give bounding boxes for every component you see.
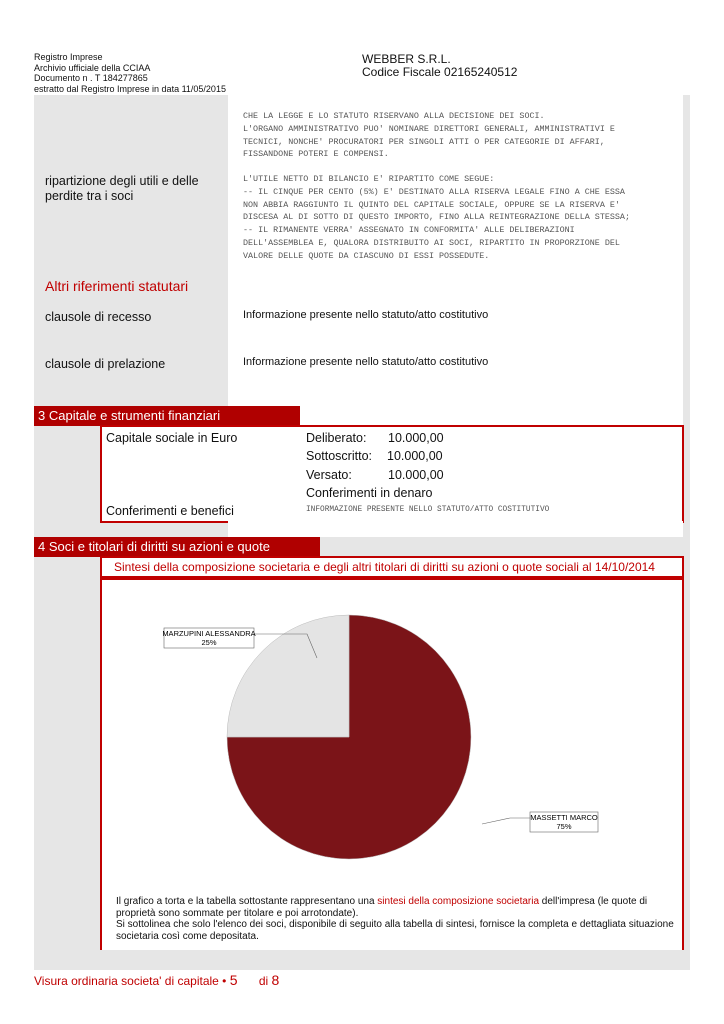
recesso-value: Informazione presente nello statuto/atto costitutivo	[243, 309, 489, 321]
capitale-label: Capitale sociale in Euro	[106, 431, 238, 445]
note-highlight: sintesi della composizione societaria	[377, 896, 540, 907]
sottoscritto-value: 10.000,00	[387, 449, 443, 463]
page-footer	[34, 972, 279, 988]
note-text: dell'impresa (le quote di proprietà sono sommate per titolare e poi arrotondate).	[116, 896, 648, 919]
deliberato-label: Deliberato:	[306, 431, 367, 445]
pie-chart	[102, 580, 682, 890]
chart-note	[116, 896, 676, 942]
note-text: Si sottolinea che solo l'elenco dei soci, disponibile di seguito alla tabella di sintesi, fornisce la completa e dettagliata situazione societaria così come depositata.	[116, 919, 674, 942]
header-line: Registro Imprese	[34, 52, 103, 62]
section-3-header: 3 Capitale e strumenti finanziari	[34, 406, 300, 426]
note-text: Il grafico a torta e la tabella sottostante rappresentano una	[116, 896, 378, 907]
statute-text: CHE LA LEGGE E LO STATUTO RISERVANO ALLA DECISIONE DEI SOCI. L'ORGANO AMMINISTRATIVO PUO' NOMINARE DIRETTORI GENERALI, AMMINISTRATIVI E TECNICI, NONCHE' PROCURATORI PER SINGOLI ATTI O PER CATEGORIE DI AFFARI, FISSANDONE POTERI E COMPENSI.	[243, 111, 615, 160]
benefici-value: INFORMAZIONE PRESENTE NELLO STATUTO/ATTO COSTITUTIVO	[306, 506, 550, 514]
leader-line	[482, 818, 530, 824]
benefici-label: Conferimenti e benefici	[106, 504, 234, 518]
section-4-header: 4 Soci e titolari di diritti su azioni e quote	[34, 537, 320, 557]
company-name: WEBBER S.R.L.	[362, 52, 451, 66]
conferimenti-denaro: Conferimenti in denaro	[306, 486, 433, 500]
recesso-label: clausole di recesso	[45, 310, 152, 324]
fiscal-code: Codice Fiscale 02165240512	[362, 65, 518, 79]
registry-header	[34, 52, 226, 94]
sottoscritto-label: Sottoscritto:	[306, 449, 372, 463]
altri-riferimenti-title: Altri riferimenti statutari	[45, 278, 189, 294]
header-line: Archivio ufficiale della CCIAA	[34, 62, 151, 73]
page-total: 8	[271, 972, 280, 988]
soci-subtitle: Sintesi della composizione societaria e degli altri titolari di diritti su azioni o quote sociali al 14/10/2014	[100, 556, 684, 578]
chart-box	[100, 578, 684, 950]
versato-label: Versato:	[306, 468, 352, 482]
utili-label: ripartizione degli utili e delle perdite tra i soci	[45, 174, 199, 203]
page-number: 5	[229, 972, 238, 988]
deliberato-value: 10.000,00	[388, 431, 444, 445]
pie-name-label: MASSETTI MARCO	[530, 813, 598, 822]
header-line: estratto dal Registro Imprese in data 11/05/2015	[34, 83, 226, 94]
versato-value: 10.000,00	[388, 468, 444, 482]
pie-value-label: 75%	[556, 822, 572, 831]
pie-name-label: MARZUPINI ALESSANDRA	[162, 629, 256, 638]
footer-text: Visura ordinaria societa' di capitale •	[34, 974, 230, 988]
footer-di: di	[258, 974, 269, 988]
header-line: Documento n . T 184277865	[34, 73, 148, 83]
utili-text: L'UTILE NETTO DI BILANCIO E' RIPARTITO COME SEGUE: -- IL CINQUE PER CENTO (5%) E' DESTINATO ALLA RISERVA LEGALE FINO A CHE ESSA NON ABBIA RAGGIUNTO IL QUINTO DEL CAPITALE SOCIALE, OPPURE SE LA RISERVA E' DISCESA AL DI SOTTO DI QUESTO IMPORTO, FINO ALLA REINTEGRAZIONE DELLA STESSA; -- IL RIMANENTE VERRA' ASSEGNATO IN CONFORMITA' ALLE DELIBERAZIONI DELL'ASSEMBLEA E, QUALORA DISTRIBUITO AI SOCI, RIPARTITO IN PROPORZIONE DEL VALORE DELLE QUOTE DA CIASCUNO DI ESSI POSSEDUTE.	[243, 174, 630, 261]
prelazione-value: Informazione presente nello statuto/atto costitutivo	[243, 356, 489, 368]
pie-value-label: 25%	[201, 638, 217, 647]
prelazione-label: clausole di prelazione	[45, 357, 166, 371]
company-header	[362, 53, 517, 79]
panel-gap	[228, 521, 683, 537]
